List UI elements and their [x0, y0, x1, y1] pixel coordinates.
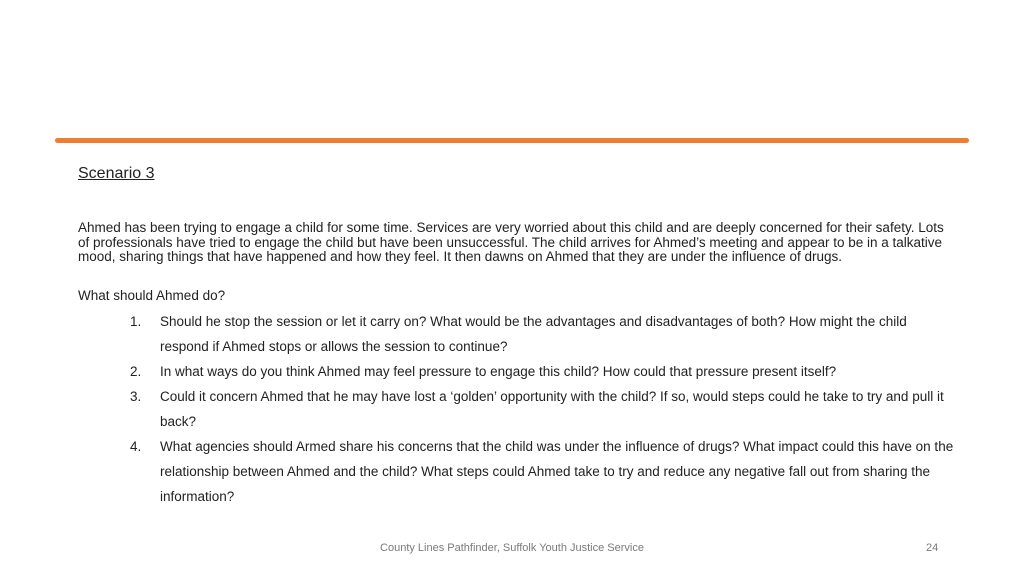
list-item-number: 3. — [130, 389, 142, 404]
list-item-text: In what ways do you think Ahmed may feel pressure to engage this child? How could that pressure present itself? — [160, 364, 837, 379]
page-number: 24 — [926, 542, 939, 554]
question-list — [78, 309, 958, 509]
list-item-text: Could it concern Ahmed that he may have lost a ‘golden’ opportunity with the child? If so, would steps could he take to try and pull it back? — [160, 389, 944, 429]
list-item-number: 2. — [130, 364, 142, 379]
slide-title: Scenario 3 — [78, 165, 155, 182]
scenario-description: Ahmed has been trying to engage a child for some time. Services are very worried about this child and are deeply concerned for their safety. Lots of professionals have tried to engage the child but have been unsuccessful. The child arrives for Ahmed’s meeting and appear to be in a talkative mood, sharing things that have happened and how they feel. It then dawns on Ahmed that they are under the influence of drugs. — [78, 220, 944, 264]
list-item — [78, 359, 958, 384]
accent-rule — [55, 138, 969, 143]
footer-text: County Lines Pathfinder, Suffolk Youth Justice Service — [380, 542, 644, 554]
question-heading: What should Ahmed do? — [78, 288, 226, 303]
list-item-text: What agencies should Armed share his concerns that the child was under the influence of drugs? What impact could this have on the relationship between Ahmed and the child? What steps could Ahmed take to try and reduce any negative fall out from sharing the information? — [160, 439, 954, 504]
list-item-text: Should he stop the session or let it carry on? What would be the advantages and disadvantages of both? How might the child respond if Ahmed stops or allows the session to continue? — [160, 314, 907, 354]
list-item — [78, 434, 958, 509]
list-item-number: 4. — [130, 439, 142, 454]
list-item — [78, 309, 958, 359]
list-item-number: 1. — [130, 314, 142, 329]
list-item — [78, 384, 958, 434]
